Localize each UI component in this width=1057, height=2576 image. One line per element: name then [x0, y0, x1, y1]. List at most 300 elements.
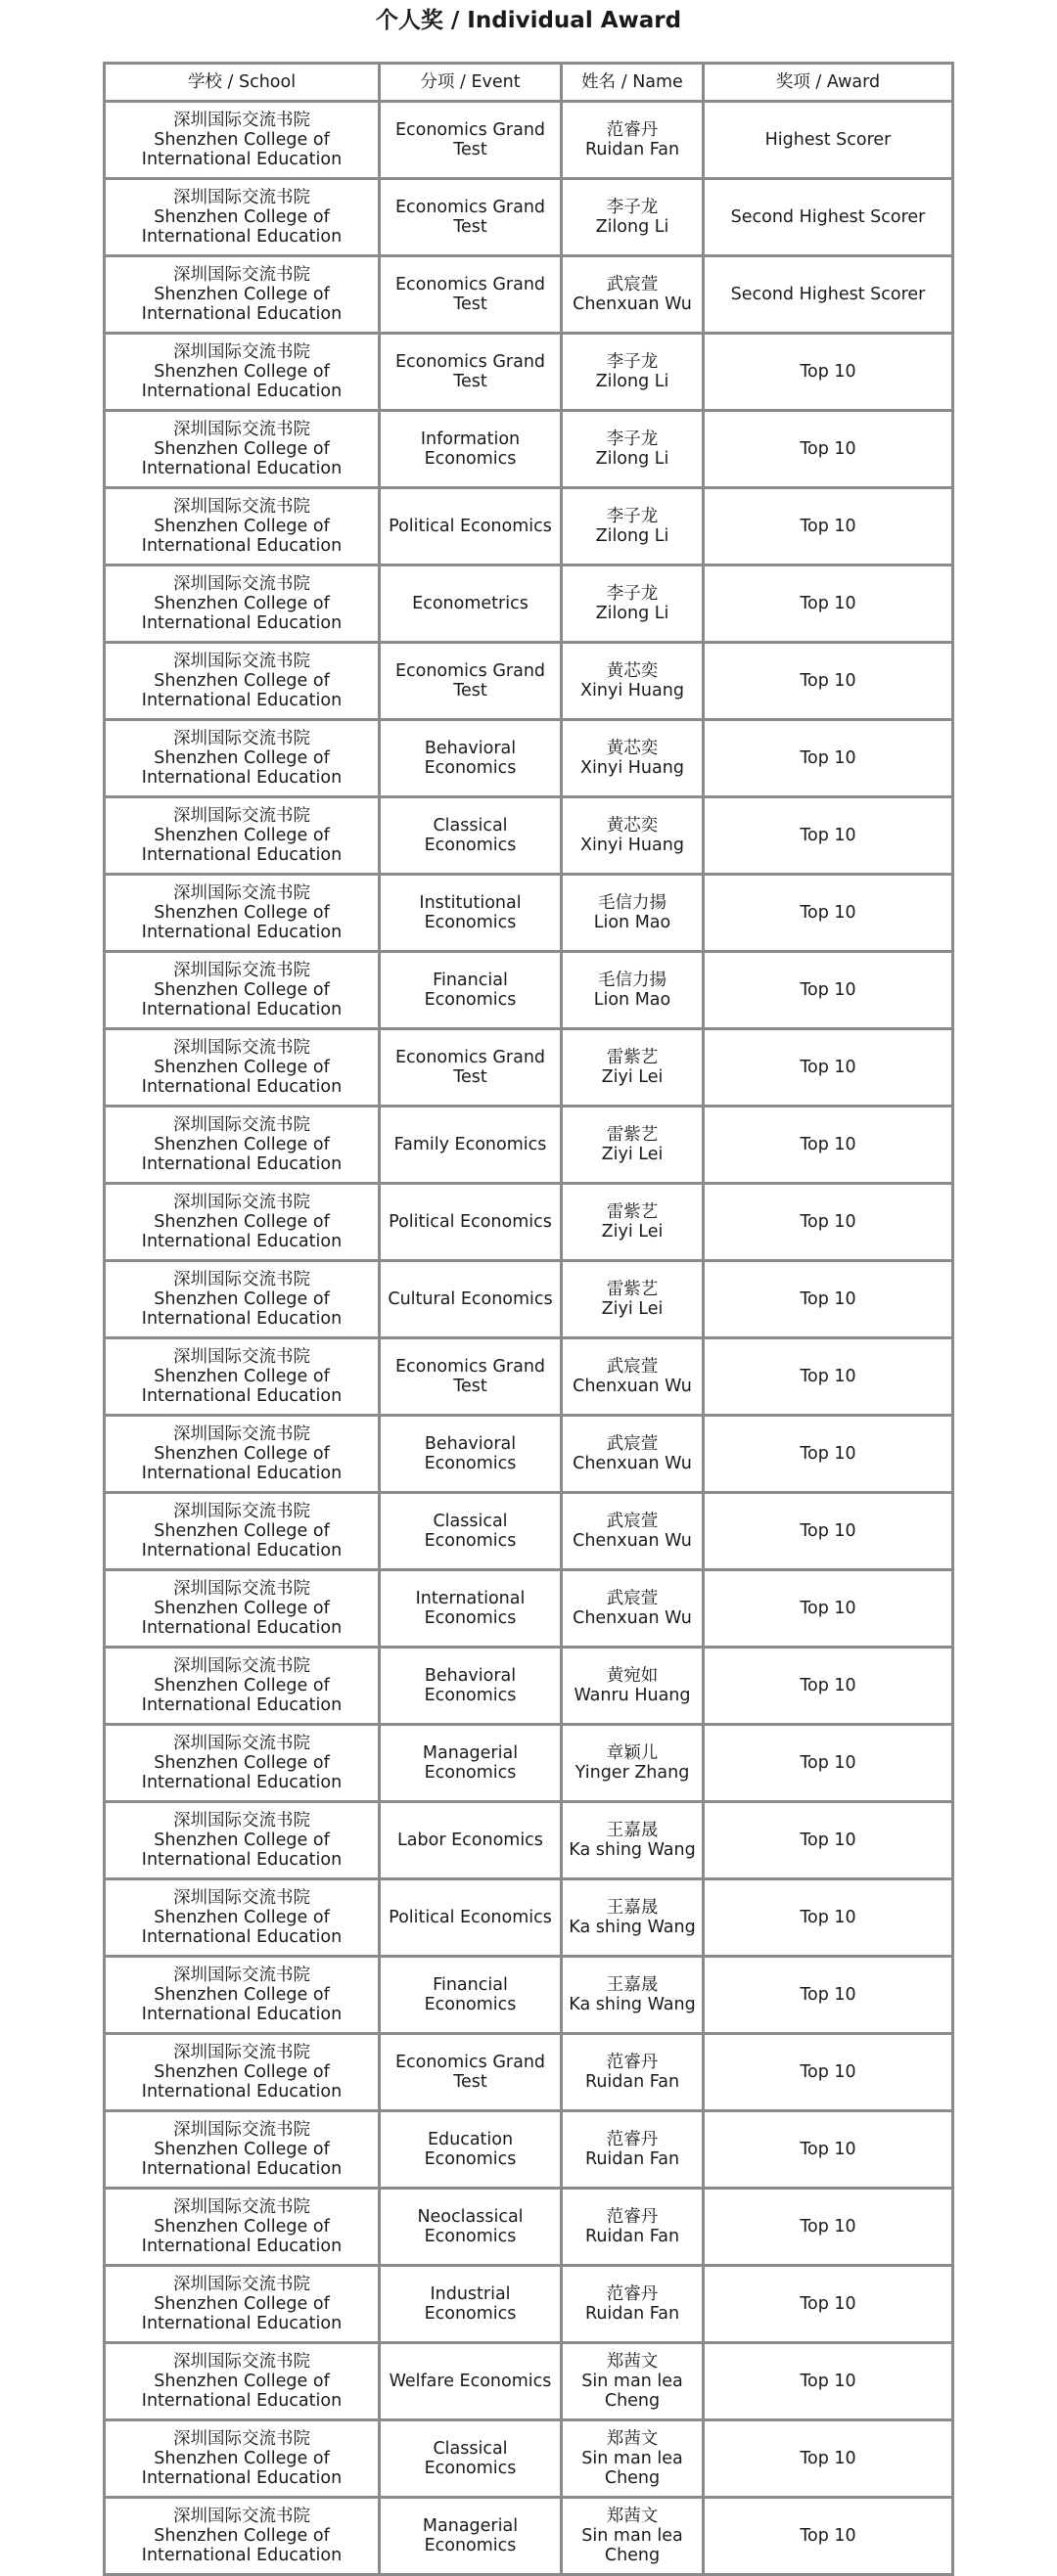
cell-name-line: Chenxuan Wu — [573, 294, 692, 314]
cell-event-line: International — [415, 1589, 526, 1608]
table-row — [105, 797, 953, 875]
cell-name-line: 范睿丹 — [606, 2284, 659, 2304]
cell-name — [562, 1029, 704, 1107]
cell-school-line: International Education — [141, 2468, 343, 2488]
cell-school — [105, 179, 380, 256]
table-row — [105, 334, 953, 411]
cell-event-line: Education — [427, 2130, 514, 2149]
cell-name-line: 范睿丹 — [606, 2130, 659, 2149]
cell-school-line: International Education — [141, 382, 343, 401]
cell-award: Top 10 — [704, 1879, 953, 1957]
cell-name-line: 王嘉晟 — [606, 1898, 659, 1918]
cell-award: Top 10 — [704, 411, 953, 488]
cell-school-line: International Education — [141, 613, 343, 633]
cell-school-line: 深圳国际交流书院 — [173, 2507, 310, 2526]
cell-school-line: International Education — [141, 1154, 343, 1174]
cell-name — [562, 1107, 704, 1184]
cell-name-line: 范睿丹 — [606, 120, 659, 140]
cell-event-line: Managerial — [422, 2516, 519, 2536]
cell-name-line: Lion Mao — [593, 913, 671, 932]
cell-school-line: Shenzhen College of — [154, 2449, 330, 2468]
table-row — [105, 1802, 953, 1879]
cell-school-line: International Education — [141, 2237, 343, 2256]
cell-name-line: 雷紫艺 — [606, 1202, 659, 1222]
cell-name-line: Zilong Li — [595, 372, 669, 391]
cell-award: Top 10 — [704, 797, 953, 875]
cell-school — [105, 256, 380, 334]
cell-event-line: Labor Economics — [397, 1830, 543, 1850]
cell-name — [562, 256, 704, 334]
cell-event-line: Economics — [424, 2227, 517, 2246]
cell-name-line: Chenxuan Wu — [573, 1531, 692, 1551]
cell-event — [380, 1802, 562, 1879]
table-row — [105, 2343, 953, 2420]
cell-school-line: International Education — [141, 459, 343, 478]
cell-school — [105, 720, 380, 797]
cell-award: Top 10 — [704, 720, 953, 797]
cell-event-line: Classical Economics — [424, 2439, 517, 2478]
cell-school-line: International Education — [141, 1386, 343, 1406]
table-row — [105, 2189, 953, 2266]
cell-event-line: Political Economics — [389, 1908, 552, 1927]
cell-event-line: Financial Economics — [424, 1975, 517, 2014]
cell-school-line: 深圳国际交流书院 — [173, 806, 310, 826]
column-header-event: 分项 / Event — [380, 64, 562, 102]
cell-school-line: 深圳国际交流书院 — [173, 2120, 310, 2140]
cell-school — [105, 2189, 380, 2266]
cell-name-line: Ruidan Fan — [584, 140, 680, 159]
table-row — [105, 179, 953, 256]
cell-event — [380, 1725, 562, 1802]
table-row — [105, 643, 953, 720]
cell-school-line: Shenzhen College of — [154, 517, 330, 536]
cell-name-line: 郑茜文 — [606, 2352, 659, 2372]
cell-name-line: 武宸萱 — [606, 1434, 659, 1454]
cell-name-line: 武宸萱 — [606, 1512, 659, 1531]
cell-name — [562, 1338, 704, 1416]
cell-school-line: 深圳国际交流书院 — [173, 2429, 310, 2449]
cell-school-line: Shenzhen College of — [154, 130, 330, 150]
table-row — [105, 1107, 953, 1184]
cell-school — [105, 2266, 380, 2343]
cell-school — [105, 875, 380, 952]
header-row — [105, 64, 953, 102]
cell-school-line: 深圳国际交流书院 — [173, 111, 310, 130]
cell-school-line: International Education — [141, 1077, 343, 1097]
cell-event-line: Economics — [424, 1763, 517, 1783]
cell-name-line: Sin man lea — [581, 2372, 683, 2391]
cell-school — [105, 1107, 380, 1184]
cell-school — [105, 334, 380, 411]
cell-award: Top 10 — [704, 1493, 953, 1570]
cell-name-line: 雷紫艺 — [606, 1125, 659, 1145]
cell-event-line: Econometrics — [412, 594, 528, 613]
table-row — [105, 875, 953, 952]
cell-event-line: Economics Grand — [394, 198, 546, 217]
cell-school-line: Shenzhen College of — [154, 1212, 330, 1232]
cell-event-line: Industrial — [430, 2284, 511, 2304]
cell-event — [380, 2266, 562, 2343]
cell-award: Top 10 — [704, 1338, 953, 1416]
cell-school-line: Shenzhen College of — [154, 1444, 330, 1464]
cell-name — [562, 2498, 704, 2575]
cell-school-line: International Education — [141, 536, 343, 556]
cell-award: Top 10 — [704, 2420, 953, 2498]
cell-award: Top 10 — [704, 2111, 953, 2189]
table-row — [105, 720, 953, 797]
cell-name-line: 郑茜文 — [606, 2507, 659, 2526]
cell-name-line: Ziyi Lei — [601, 1299, 664, 1319]
cell-school — [105, 102, 380, 179]
cell-name-line: 黄芯奕 — [606, 661, 659, 681]
cell-name-line: Xinyi Huang — [580, 836, 684, 855]
table-row — [105, 2111, 953, 2189]
cell-event-line: Financial Economics — [424, 971, 517, 1010]
cell-school-line: International Education — [141, 2546, 343, 2565]
cell-event — [380, 643, 562, 720]
cell-school — [105, 1261, 380, 1338]
cell-school-line: Shenzhen College of — [154, 1830, 330, 1850]
cell-name — [562, 2034, 704, 2111]
cell-event — [380, 952, 562, 1029]
cell-event — [380, 2498, 562, 2575]
cell-name — [562, 2343, 704, 2420]
cell-award: Top 10 — [704, 2498, 953, 2575]
cell-name-line: 雷紫艺 — [606, 1280, 659, 1299]
cell-event — [380, 2420, 562, 2498]
cell-school — [105, 1879, 380, 1957]
cell-event-line: Economics Grand — [394, 1048, 546, 1067]
cell-event-line: Test — [453, 1377, 487, 1396]
cell-school-line: 深圳国际交流书院 — [173, 1734, 310, 1753]
cell-award: Top 10 — [704, 2343, 953, 2420]
column-header-award: 奖项 / Award — [704, 64, 953, 102]
cell-school-line: 深圳国际交流书院 — [173, 1424, 310, 1444]
cell-name — [562, 875, 704, 952]
cell-award: Top 10 — [704, 1029, 953, 1107]
cell-award: Top 10 — [704, 2034, 953, 2111]
cell-name — [562, 1416, 704, 1493]
cell-school-line: Shenzhen College of — [154, 1753, 330, 1773]
cell-school — [105, 1957, 380, 2034]
cell-school — [105, 952, 380, 1029]
cell-name-line: 王嘉晟 — [606, 1821, 659, 1840]
cell-school — [105, 2498, 380, 2575]
cell-name-line: Zilong Li — [595, 217, 669, 237]
cell-school-line: International Education — [141, 768, 343, 788]
cell-award: Top 10 — [704, 2189, 953, 2266]
cell-school-line: International Education — [141, 1773, 343, 1792]
cell-award: Top 10 — [704, 565, 953, 643]
page-title: 个人奖 / Individual Award — [375, 8, 682, 33]
cell-school-line: 深圳国际交流书院 — [173, 1888, 310, 1908]
cell-event-line: Test — [453, 294, 487, 314]
cell-name-line: Chenxuan Wu — [573, 1608, 692, 1628]
cell-event-line: Neoclassical — [417, 2207, 524, 2227]
cell-name-line: Ruidan Fan — [584, 2304, 680, 2324]
cell-name-line: Cheng — [604, 2391, 661, 2411]
cell-school-line: 深圳国际交流书院 — [173, 729, 310, 748]
cell-school-line: International Education — [141, 304, 343, 324]
cell-award: Top 10 — [704, 1648, 953, 1725]
cell-event-line: Test — [453, 372, 487, 391]
cell-school-line: Shenzhen College of — [154, 980, 330, 1000]
cell-award: Highest Scorer — [704, 102, 953, 179]
cell-school — [105, 1029, 380, 1107]
cell-name — [562, 411, 704, 488]
cell-event — [380, 565, 562, 643]
cell-award: Top 10 — [704, 875, 953, 952]
cell-event — [380, 1416, 562, 1493]
cell-school-line: 深圳国际交流书院 — [173, 883, 310, 903]
cell-name — [562, 720, 704, 797]
table-row — [105, 1029, 953, 1107]
cell-name-line: 郑茜文 — [606, 2429, 659, 2449]
cell-school-line: International Education — [141, 1541, 343, 1560]
cell-school-line: 深圳国际交流书院 — [173, 497, 310, 517]
cell-name-line: 范睿丹 — [606, 2053, 659, 2072]
cell-school-line: Shenzhen College of — [154, 1676, 330, 1695]
cell-award: Top 10 — [704, 488, 953, 565]
cell-name — [562, 334, 704, 411]
cell-school-line: International Education — [141, 1309, 343, 1329]
cell-school — [105, 643, 380, 720]
cell-award: Top 10 — [704, 1570, 953, 1648]
cell-school-line: Shenzhen College of — [154, 1985, 330, 2005]
cell-event — [380, 1648, 562, 1725]
cell-name — [562, 2266, 704, 2343]
cell-name — [562, 797, 704, 875]
cell-school — [105, 565, 380, 643]
table-row — [105, 488, 953, 565]
cell-school-line: International Education — [141, 1850, 343, 1870]
cell-school-line: 深圳国际交流书院 — [173, 1115, 310, 1135]
cell-name — [562, 1261, 704, 1338]
cell-event-line: Behavioral — [424, 739, 517, 758]
cell-event-line: Economics Grand — [394, 1357, 546, 1377]
cell-school-line: 深圳国际交流书院 — [173, 1270, 310, 1289]
table-row — [105, 1570, 953, 1648]
cell-school — [105, 1648, 380, 1725]
cell-school-line: 深圳国际交流书院 — [173, 2043, 310, 2062]
cell-school-line: International Education — [141, 1695, 343, 1715]
cell-name — [562, 643, 704, 720]
cell-award: Second Highest Scorer — [704, 179, 953, 256]
cell-school-line: Shenzhen College of — [154, 2526, 330, 2546]
cell-event-line: Political Economics — [389, 1212, 552, 1232]
cell-school — [105, 1184, 380, 1261]
cell-event-line: Test — [453, 1067, 487, 1087]
cell-school-line: International Education — [141, 2159, 343, 2179]
cell-event — [380, 102, 562, 179]
cell-school-line: 深圳国际交流书院 — [173, 961, 310, 980]
cell-event — [380, 720, 562, 797]
cell-name — [562, 1802, 704, 1879]
cell-event-line: Economics Grand — [394, 352, 546, 372]
cell-name-line: 李子龙 — [606, 429, 659, 449]
cell-school-line: 深圳国际交流书院 — [173, 342, 310, 362]
cell-school — [105, 1802, 380, 1879]
table-row — [105, 256, 953, 334]
cell-school-line: 深圳国际交流书院 — [173, 652, 310, 671]
cell-award: Top 10 — [704, 1416, 953, 1493]
cell-school-line: International Education — [141, 923, 343, 942]
cell-school-line: 深圳国际交流书院 — [173, 1193, 310, 1212]
cell-name-line: Ruidan Fan — [584, 2072, 680, 2092]
cell-name-line: 雷紫艺 — [606, 1048, 659, 1067]
cell-event-line: Economics Grand — [394, 275, 546, 294]
cell-school-line: Shenzhen College of — [154, 748, 330, 768]
cell-event-line: Economics Grand — [394, 661, 546, 681]
cell-event — [380, 411, 562, 488]
cell-school-line: Shenzhen College of — [154, 1599, 330, 1618]
cell-school-line: 深圳国际交流书院 — [173, 1656, 310, 1676]
cell-event — [380, 256, 562, 334]
cell-name — [562, 952, 704, 1029]
cell-award: Top 10 — [704, 1802, 953, 1879]
cell-event-line: Test — [453, 140, 487, 159]
cell-event — [380, 875, 562, 952]
cell-event — [380, 1879, 562, 1957]
table-row — [105, 1493, 953, 1570]
cell-school-line: International Education — [141, 1232, 343, 1251]
cell-school-line: International Education — [141, 1927, 343, 1947]
cell-name — [562, 1648, 704, 1725]
cell-school — [105, 488, 380, 565]
cell-name-line: Cheng — [604, 2468, 661, 2488]
cell-name — [562, 2111, 704, 2189]
cell-school — [105, 2034, 380, 2111]
cell-name-line: 范睿丹 — [606, 2207, 659, 2227]
cell-school-line: 深圳国际交流书院 — [173, 265, 310, 285]
cell-name-line: 黄宛如 — [606, 1666, 659, 1686]
cell-event-line: Economics — [424, 1454, 517, 1473]
cell-name-line: 武宸萱 — [606, 1589, 659, 1608]
cell-school — [105, 2343, 380, 2420]
cell-name — [562, 2189, 704, 2266]
cell-name — [562, 2420, 704, 2498]
cell-name-line: Sin man lea — [581, 2449, 683, 2468]
cell-school-line: Shenzhen College of — [154, 1367, 330, 1386]
cell-event-line: Behavioral — [424, 1434, 517, 1454]
table-row — [105, 2498, 953, 2575]
cell-school-line: Shenzhen College of — [154, 2062, 330, 2082]
cell-award: Top 10 — [704, 2266, 953, 2343]
cell-event-line: Test — [453, 2072, 487, 2092]
cell-award: Top 10 — [704, 1957, 953, 2034]
cell-name-line: Ruidan Fan — [584, 2227, 680, 2246]
cell-school-line: Shenzhen College of — [154, 439, 330, 459]
cell-event — [380, 2034, 562, 2111]
cell-event-line: Information — [420, 429, 521, 449]
cell-name-line: Yinger Zhang — [574, 1763, 690, 1783]
cell-event-line: Institutional — [419, 893, 522, 913]
cell-name-line: Zilong Li — [595, 526, 669, 546]
table-row — [105, 1184, 953, 1261]
cell-school-line: Shenzhen College of — [154, 594, 330, 613]
cell-school — [105, 797, 380, 875]
cell-name-line: Ziyi Lei — [601, 1067, 664, 1087]
cell-school-line: Shenzhen College of — [154, 903, 330, 923]
cell-school-line: Shenzhen College of — [154, 207, 330, 227]
cell-school-line: International Education — [141, 2005, 343, 2024]
cell-name-line: 武宸萱 — [606, 1357, 659, 1377]
table-row — [105, 2034, 953, 2111]
table-row — [105, 1416, 953, 1493]
cell-award: Top 10 — [704, 1725, 953, 1802]
cell-name-line: Chenxuan Wu — [573, 1454, 692, 1473]
table-row — [105, 1338, 953, 1416]
cell-name-line: Cheng — [604, 2546, 661, 2565]
table-row — [105, 102, 953, 179]
cell-name — [562, 1957, 704, 2034]
cell-name-line: Zilong Li — [595, 604, 669, 623]
cell-name — [562, 1184, 704, 1261]
cell-event — [380, 1957, 562, 2034]
cell-name-line: 李子龙 — [606, 584, 659, 604]
cell-name-line: Xinyi Huang — [580, 681, 684, 700]
cell-school-line: Shenzhen College of — [154, 1135, 330, 1154]
cell-event-line: Economics — [424, 1608, 517, 1628]
cell-school — [105, 1570, 380, 1648]
cell-name-line: Ziyi Lei — [601, 1222, 664, 1242]
cell-school-line: 深圳国际交流书院 — [173, 1502, 310, 1521]
cell-name-line: Lion Mao — [593, 990, 671, 1010]
cell-name-line: Xinyi Huang — [580, 758, 684, 778]
column-header-name: 姓名 / Name — [562, 64, 704, 102]
cell-event — [380, 334, 562, 411]
cell-school-line: International Education — [141, 1000, 343, 1019]
cell-event-line: Behavioral — [424, 1666, 517, 1686]
table-body — [105, 102, 953, 2575]
cell-event-line: Economics — [424, 2304, 517, 2324]
cell-event — [380, 488, 562, 565]
cell-school-line: International Education — [141, 2391, 343, 2411]
cell-school-line: 深圳国际交流书院 — [173, 1811, 310, 1830]
cell-name-line: Ziyi Lei — [601, 1145, 664, 1164]
column-header-school: 学校 / School — [105, 64, 380, 102]
cell-name — [562, 102, 704, 179]
cell-event-line: Economics — [424, 2536, 517, 2555]
cell-school — [105, 1338, 380, 1416]
cell-name — [562, 1570, 704, 1648]
cell-event — [380, 1570, 562, 1648]
cell-event-line: Classical Economics — [424, 816, 517, 855]
cell-name — [562, 1879, 704, 1957]
cell-school-line: Shenzhen College of — [154, 2140, 330, 2159]
cell-school-line: 深圳国际交流书院 — [173, 574, 310, 594]
cell-school-line: 深圳国际交流书院 — [173, 1966, 310, 1985]
cell-event — [380, 1184, 562, 1261]
cell-event — [380, 1029, 562, 1107]
cell-event-line: Welfare Economics — [389, 2372, 552, 2391]
cell-name-line: 王嘉晟 — [606, 1975, 659, 1995]
table-row — [105, 411, 953, 488]
cell-school — [105, 1493, 380, 1570]
cell-award: Top 10 — [704, 952, 953, 1029]
cell-name-line: Ka shing Wang — [569, 1995, 696, 2014]
cell-name-line: Ka shing Wang — [569, 1918, 696, 1937]
cell-event — [380, 2111, 562, 2189]
cell-school-line: Shenzhen College of — [154, 1058, 330, 1077]
cell-name — [562, 565, 704, 643]
cell-name — [562, 488, 704, 565]
cell-school-line: 深圳国际交流书院 — [173, 2275, 310, 2294]
cell-school-line: International Education — [141, 845, 343, 865]
cell-event-line: Economics Grand — [394, 120, 546, 140]
cell-event — [380, 1338, 562, 1416]
cell-school-line: International Education — [141, 1618, 343, 1638]
